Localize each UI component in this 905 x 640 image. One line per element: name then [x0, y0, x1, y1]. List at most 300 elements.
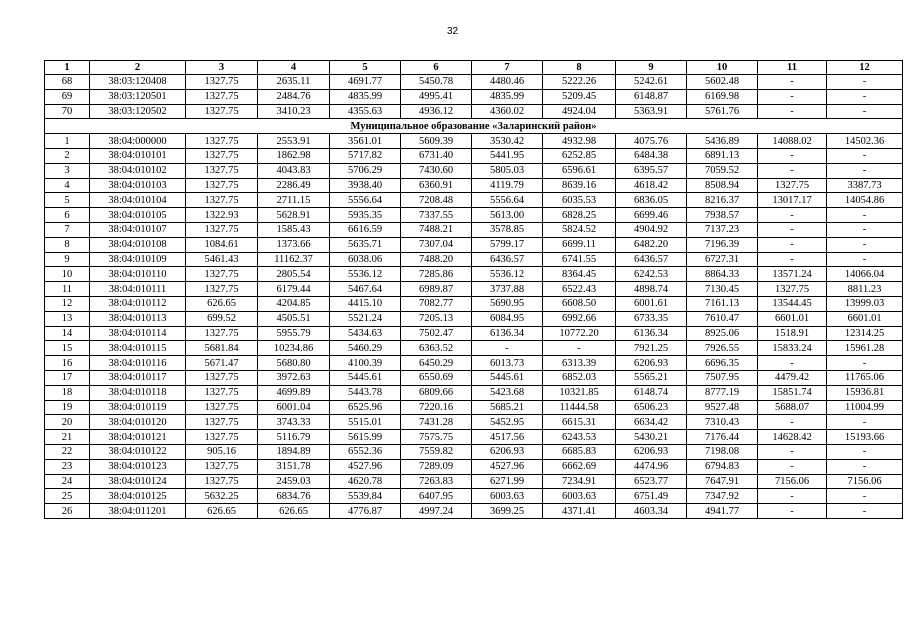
table-cell: 7647.91	[687, 474, 758, 489]
table-cell: -	[472, 341, 543, 356]
table-cell: 11765.06	[827, 370, 903, 385]
table-cell: 6252.85	[543, 148, 616, 163]
table-cell: 6828.25	[543, 208, 616, 223]
table-cell: 1327.75	[758, 282, 827, 297]
table-cell: 5450.78	[401, 75, 472, 90]
table-cell: 6852.03	[543, 370, 616, 385]
table-cell: 5609.39	[401, 134, 472, 149]
table-cell: 11	[45, 282, 90, 297]
table-cell: 6148.87	[616, 89, 687, 104]
table-row	[45, 341, 903, 356]
table-cell: 1327.75	[186, 193, 258, 208]
table-cell: 6242.53	[616, 267, 687, 282]
table-cell: 6992.66	[543, 311, 616, 326]
table-cell: 6696.35	[687, 356, 758, 371]
section-title: Муниципальное образование «Заларинский район»	[45, 119, 903, 134]
table-cell: 6525.96	[330, 400, 401, 415]
table-cell: 3737.88	[472, 282, 543, 297]
table-cell: 4204.85	[258, 296, 330, 311]
table-cell: 7559.82	[401, 444, 472, 459]
table-cell: 5539.84	[330, 489, 401, 504]
table-cell: 5	[45, 193, 90, 208]
table-cell: 8639.16	[543, 178, 616, 193]
table-cell: 1327.75	[186, 459, 258, 474]
table-cell: -	[827, 504, 903, 519]
table-row	[45, 296, 903, 311]
table-cell: -	[758, 75, 827, 90]
table-cell: 4995.41	[401, 89, 472, 104]
table-cell: 7082.77	[401, 296, 472, 311]
table-cell: 19	[45, 400, 90, 415]
table-cell: 5209.45	[543, 89, 616, 104]
table-cell: 8811.23	[827, 282, 903, 297]
table-cell: 7488.20	[401, 252, 472, 267]
table-cell: 5242.61	[616, 75, 687, 90]
table-cell: 5685.21	[472, 400, 543, 415]
table-cell: 626.65	[186, 296, 258, 311]
table-cell: 1862.98	[258, 148, 330, 163]
table-cell: 11004.99	[827, 400, 903, 415]
table-cell: 6552.36	[330, 444, 401, 459]
table-cell: 11444.58	[543, 400, 616, 415]
table-cell: 4898.74	[616, 282, 687, 297]
column-header: 5	[330, 61, 401, 75]
table-cell: -	[758, 237, 827, 252]
table-cell: 18	[45, 385, 90, 400]
table-cell: 4505.51	[258, 311, 330, 326]
table-cell: -	[827, 237, 903, 252]
table-cell: 4371.41	[543, 504, 616, 519]
table-cell: 20	[45, 415, 90, 430]
table-cell: -	[758, 415, 827, 430]
table-cell: 38:04:010125	[90, 489, 186, 504]
table-cell: 38:04:010121	[90, 430, 186, 445]
table-cell: 1327.75	[186, 282, 258, 297]
table-cell: 38:03:120502	[90, 104, 186, 119]
table-cell: 38:04:010115	[90, 341, 186, 356]
table-cell: 4835.99	[472, 89, 543, 104]
table-cell: 5935.35	[330, 208, 401, 223]
table-cell: 4119.79	[472, 178, 543, 193]
table-cell: 1518.91	[758, 326, 827, 341]
table-cell: 3151.78	[258, 459, 330, 474]
table-cell: 5565.21	[616, 370, 687, 385]
table-cell: 6206.93	[472, 444, 543, 459]
table-cell: 3387.73	[827, 178, 903, 193]
table-cell: 7307.04	[401, 237, 472, 252]
table-cell: 38:04:010119	[90, 400, 186, 415]
table-cell: 6084.95	[472, 311, 543, 326]
table-row	[45, 400, 903, 415]
table-cell: 38:04:010122	[90, 444, 186, 459]
table-cell: 2711.15	[258, 193, 330, 208]
table-cell: 12	[45, 296, 90, 311]
table-row	[45, 311, 903, 326]
table-row	[45, 104, 903, 119]
table-cell: 7208.48	[401, 193, 472, 208]
table-cell: 8364.45	[543, 267, 616, 282]
table-cell: 6179.44	[258, 282, 330, 297]
table-cell: 3410.23	[258, 104, 330, 119]
table-cell: 1585.43	[258, 222, 330, 237]
table-cell: 38:04:010118	[90, 385, 186, 400]
table-cell: 38:04:010101	[90, 148, 186, 163]
table-cell: 7938.57	[687, 208, 758, 223]
table-cell: 5222.26	[543, 75, 616, 90]
table-cell: 5706.29	[330, 163, 401, 178]
table-cell: 6013.73	[472, 356, 543, 371]
table-cell: 6731.40	[401, 148, 472, 163]
table-cell: -	[827, 163, 903, 178]
table-row	[45, 75, 903, 90]
table-cell: 6206.93	[616, 356, 687, 371]
table-row	[45, 370, 903, 385]
table-cell: 6360.91	[401, 178, 472, 193]
table-cell: 626.65	[186, 504, 258, 519]
column-header: 7	[472, 61, 543, 75]
table-cell: 10234.86	[258, 341, 330, 356]
table-cell: -	[758, 222, 827, 237]
table-cell: -	[827, 444, 903, 459]
table-cell: 8	[45, 237, 90, 252]
table-cell: 6506.23	[616, 400, 687, 415]
table-cell: 38:04:010107	[90, 222, 186, 237]
table-cell: 1327.75	[186, 75, 258, 90]
table-cell: 1327.75	[186, 222, 258, 237]
table-cell: 7161.13	[687, 296, 758, 311]
table-cell: 13544.45	[758, 296, 827, 311]
table-cell: 6206.93	[616, 444, 687, 459]
table-cell: 70	[45, 104, 90, 119]
table-cell: 2484.76	[258, 89, 330, 104]
table-cell: 7502.47	[401, 326, 472, 341]
table-cell: 38:03:120501	[90, 89, 186, 104]
table-cell: 5436.89	[687, 134, 758, 149]
table-cell: 7196.39	[687, 237, 758, 252]
table-cell: 6450.29	[401, 356, 472, 371]
table-row	[45, 504, 903, 519]
table-cell: 3743.33	[258, 415, 330, 430]
table-cell: 1327.75	[186, 134, 258, 149]
table-cell: 7	[45, 222, 90, 237]
table-cell: 6634.42	[616, 415, 687, 430]
table-cell: 4924.04	[543, 104, 616, 119]
table-cell: 699.52	[186, 311, 258, 326]
table-cell: 5536.12	[472, 267, 543, 282]
table-cell: 6038.06	[330, 252, 401, 267]
table-cell: 16	[45, 356, 90, 371]
table-cell: 38:04:010111	[90, 282, 186, 297]
table-cell: 1894.89	[258, 444, 330, 459]
table-cell: 5445.61	[330, 370, 401, 385]
table-cell: 13	[45, 311, 90, 326]
table-cell: -	[758, 356, 827, 371]
column-header: 6	[401, 61, 472, 75]
table-cell: 4941.77	[687, 504, 758, 519]
table-cell: 3972.63	[258, 370, 330, 385]
table-cell: 1327.75	[186, 370, 258, 385]
table-row	[45, 89, 903, 104]
table-cell: 5632.25	[186, 489, 258, 504]
table-cell: 8508.94	[687, 178, 758, 193]
table-cell: 6003.63	[472, 489, 543, 504]
table-cell: 2459.03	[258, 474, 330, 489]
table-cell: 6313.39	[543, 356, 616, 371]
table-cell: 4904.92	[616, 222, 687, 237]
table-cell: 10772.20	[543, 326, 616, 341]
table-cell: -	[543, 341, 616, 356]
table-cell: 2805.54	[258, 267, 330, 282]
table-cell: 6001.61	[616, 296, 687, 311]
table-cell: 38:04:010109	[90, 252, 186, 267]
table-cell: -	[758, 459, 827, 474]
table-cell: 3	[45, 163, 90, 178]
table-cell: -	[758, 104, 827, 119]
table-cell: 7310.43	[687, 415, 758, 430]
table-cell: -	[827, 208, 903, 223]
table-cell: 5824.52	[543, 222, 616, 237]
table-cell: 6601.01	[827, 311, 903, 326]
table-cell: 5628.91	[258, 208, 330, 223]
table-cell: 1327.75	[186, 178, 258, 193]
table-cell: 6169.98	[687, 89, 758, 104]
table-cell: 38:04:010110	[90, 267, 186, 282]
table-cell: 3578.85	[472, 222, 543, 237]
table-cell: 38:04:010117	[90, 370, 186, 385]
table-cell: 4360.02	[472, 104, 543, 119]
table-cell: 7059.52	[687, 163, 758, 178]
table-cell: 38:04:010105	[90, 208, 186, 223]
table-cell: 38:04:010104	[90, 193, 186, 208]
table-cell: 5461.43	[186, 252, 258, 267]
table-cell: 38:04:010120	[90, 415, 186, 430]
table-cell: 5423.68	[472, 385, 543, 400]
page-number: 32	[446, 26, 459, 37]
column-header: 2	[90, 61, 186, 75]
table-cell: 7205.13	[401, 311, 472, 326]
table-cell: 7176.44	[687, 430, 758, 445]
table-cell: 7610.47	[687, 311, 758, 326]
table-cell: 6741.55	[543, 252, 616, 267]
table-row	[45, 282, 903, 297]
table-cell: 4075.76	[616, 134, 687, 149]
table-cell: -	[827, 489, 903, 504]
table-cell: 5955.79	[258, 326, 330, 341]
table-row	[45, 385, 903, 400]
table-cell: 7507.95	[687, 370, 758, 385]
table-cell: 8777.19	[687, 385, 758, 400]
table-cell: 7156.06	[758, 474, 827, 489]
table-cell: 6727.31	[687, 252, 758, 267]
table-cell: 6608.50	[543, 296, 616, 311]
table-cell: 4527.96	[472, 459, 543, 474]
table-cell: 38:04:010108	[90, 237, 186, 252]
table-cell: 2635.11	[258, 75, 330, 90]
table-cell: 5116.79	[258, 430, 330, 445]
table-cell: 14066.04	[827, 267, 903, 282]
table-cell: -	[827, 252, 903, 267]
table-cell: 1322.93	[186, 208, 258, 223]
table-cell: 9	[45, 252, 90, 267]
table-cell: 6596.61	[543, 163, 616, 178]
table-cell: 5467.64	[330, 282, 401, 297]
table-cell: 4603.34	[616, 504, 687, 519]
table-cell: 4479.42	[758, 370, 827, 385]
table-cell: 1327.75	[186, 326, 258, 341]
table-cell: 7234.91	[543, 474, 616, 489]
table-cell: 7289.09	[401, 459, 472, 474]
table-cell: 13571.24	[758, 267, 827, 282]
table-cell: 6662.69	[543, 459, 616, 474]
column-header: 4	[258, 61, 330, 75]
table-cell: 6363.52	[401, 341, 472, 356]
table-cell: 4835.99	[330, 89, 401, 104]
table-row	[45, 252, 903, 267]
table-cell: 1327.75	[186, 385, 258, 400]
table-row	[45, 208, 903, 223]
table-cell: 6834.76	[258, 489, 330, 504]
table-cell: 1327.75	[186, 400, 258, 415]
table-cell: 38:04:010112	[90, 296, 186, 311]
table-cell: 7926.55	[687, 341, 758, 356]
table-cell: 5613.00	[472, 208, 543, 223]
table-cell: 5681.84	[186, 341, 258, 356]
table-cell: 5452.95	[472, 415, 543, 430]
table-row	[45, 356, 903, 371]
table-cell: -	[758, 148, 827, 163]
table-cell: 24	[45, 474, 90, 489]
table-cell: 5717.82	[330, 148, 401, 163]
table-cell: 6733.35	[616, 311, 687, 326]
table-cell: 3938.40	[330, 178, 401, 193]
table-cell: 15193.66	[827, 430, 903, 445]
table-cell: -	[758, 163, 827, 178]
table-cell: 6809.66	[401, 385, 472, 400]
table-cell: 1	[45, 134, 90, 149]
table-cell: -	[827, 148, 903, 163]
table-cell: -	[758, 252, 827, 267]
table-cell: -	[758, 89, 827, 104]
table-cell: 38:04:010102	[90, 163, 186, 178]
table-cell: 4517.56	[472, 430, 543, 445]
table-cell: 15	[45, 341, 90, 356]
table-cell: 1084.61	[186, 237, 258, 252]
table-cell: 6	[45, 208, 90, 223]
table-cell: 5688.07	[758, 400, 827, 415]
table-cell: 5799.17	[472, 237, 543, 252]
table-cell: 15851.74	[758, 385, 827, 400]
table-cell: 7488.21	[401, 222, 472, 237]
table-row	[45, 178, 903, 193]
table-cell: 7220.16	[401, 400, 472, 415]
table-cell: 1327.75	[186, 474, 258, 489]
table-cell: -	[758, 444, 827, 459]
table-cell: 6136.34	[472, 326, 543, 341]
table-cell: 6891.13	[687, 148, 758, 163]
table-cell: 1327.75	[186, 415, 258, 430]
table-cell: 6482.20	[616, 237, 687, 252]
table-row	[45, 444, 903, 459]
table-cell: 7337.55	[401, 208, 472, 223]
table-cell: 6616.59	[330, 222, 401, 237]
table-cell: 13999.03	[827, 296, 903, 311]
table-cell: 4474.96	[616, 459, 687, 474]
table-cell: 5515.01	[330, 415, 401, 430]
table-cell: -	[827, 222, 903, 237]
table-cell: 4936.12	[401, 104, 472, 119]
table-row	[45, 163, 903, 178]
table-cell: 6136.34	[616, 326, 687, 341]
table-cell: 10321.85	[543, 385, 616, 400]
table-cell: 6550.69	[401, 370, 472, 385]
table-row	[45, 489, 903, 504]
table-body	[45, 75, 903, 519]
table-row	[45, 237, 903, 252]
column-header: 1	[45, 61, 90, 75]
table-cell: 26	[45, 504, 90, 519]
table-cell: 6407.95	[401, 489, 472, 504]
cadastral-value-table	[44, 60, 903, 519]
table-row	[45, 430, 903, 445]
table-row	[45, 267, 903, 282]
table-cell: 21	[45, 430, 90, 445]
table-cell: 3699.25	[472, 504, 543, 519]
table-cell: 8216.37	[687, 193, 758, 208]
table-cell: 3530.42	[472, 134, 543, 149]
table-cell: 6523.77	[616, 474, 687, 489]
table-cell: 6395.57	[616, 163, 687, 178]
table-cell: 4620.78	[330, 474, 401, 489]
table-cell: -	[758, 208, 827, 223]
table-cell: 5805.03	[472, 163, 543, 178]
table-cell: 4100.39	[330, 356, 401, 371]
table-cell: 22	[45, 444, 90, 459]
table-cell: 6836.05	[616, 193, 687, 208]
table-cell: 6615.31	[543, 415, 616, 430]
table-cell: 7130.45	[687, 282, 758, 297]
column-header: 12	[827, 61, 903, 75]
column-header: 10	[687, 61, 758, 75]
table-cell: 23	[45, 459, 90, 474]
column-header: 9	[616, 61, 687, 75]
column-header: 3	[186, 61, 258, 75]
table-cell: -	[827, 459, 903, 474]
table-cell: 8864.33	[687, 267, 758, 282]
table-cell: 38:04:010103	[90, 178, 186, 193]
table-cell: 7263.83	[401, 474, 472, 489]
table-cell: 5615.99	[330, 430, 401, 445]
header-row	[45, 61, 903, 75]
table-cell: 6751.49	[616, 489, 687, 504]
table-cell: 3561.01	[330, 134, 401, 149]
table-row	[45, 415, 903, 430]
table-cell: 6601.01	[758, 311, 827, 326]
column-header: 11	[758, 61, 827, 75]
table-cell: 5521.24	[330, 311, 401, 326]
table-cell: 4932.98	[543, 134, 616, 149]
table-cell: 6699.11	[543, 237, 616, 252]
table-cell: -	[827, 415, 903, 430]
table-cell: 8925.06	[687, 326, 758, 341]
table-row	[45, 459, 903, 474]
table-cell: 4415.10	[330, 296, 401, 311]
table-cell: 38:04:010116	[90, 356, 186, 371]
table-cell: 5460.29	[330, 341, 401, 356]
table-cell: 14628.42	[758, 430, 827, 445]
table-cell: -	[758, 504, 827, 519]
table-cell: 1327.75	[758, 178, 827, 193]
table-cell: 6148.74	[616, 385, 687, 400]
